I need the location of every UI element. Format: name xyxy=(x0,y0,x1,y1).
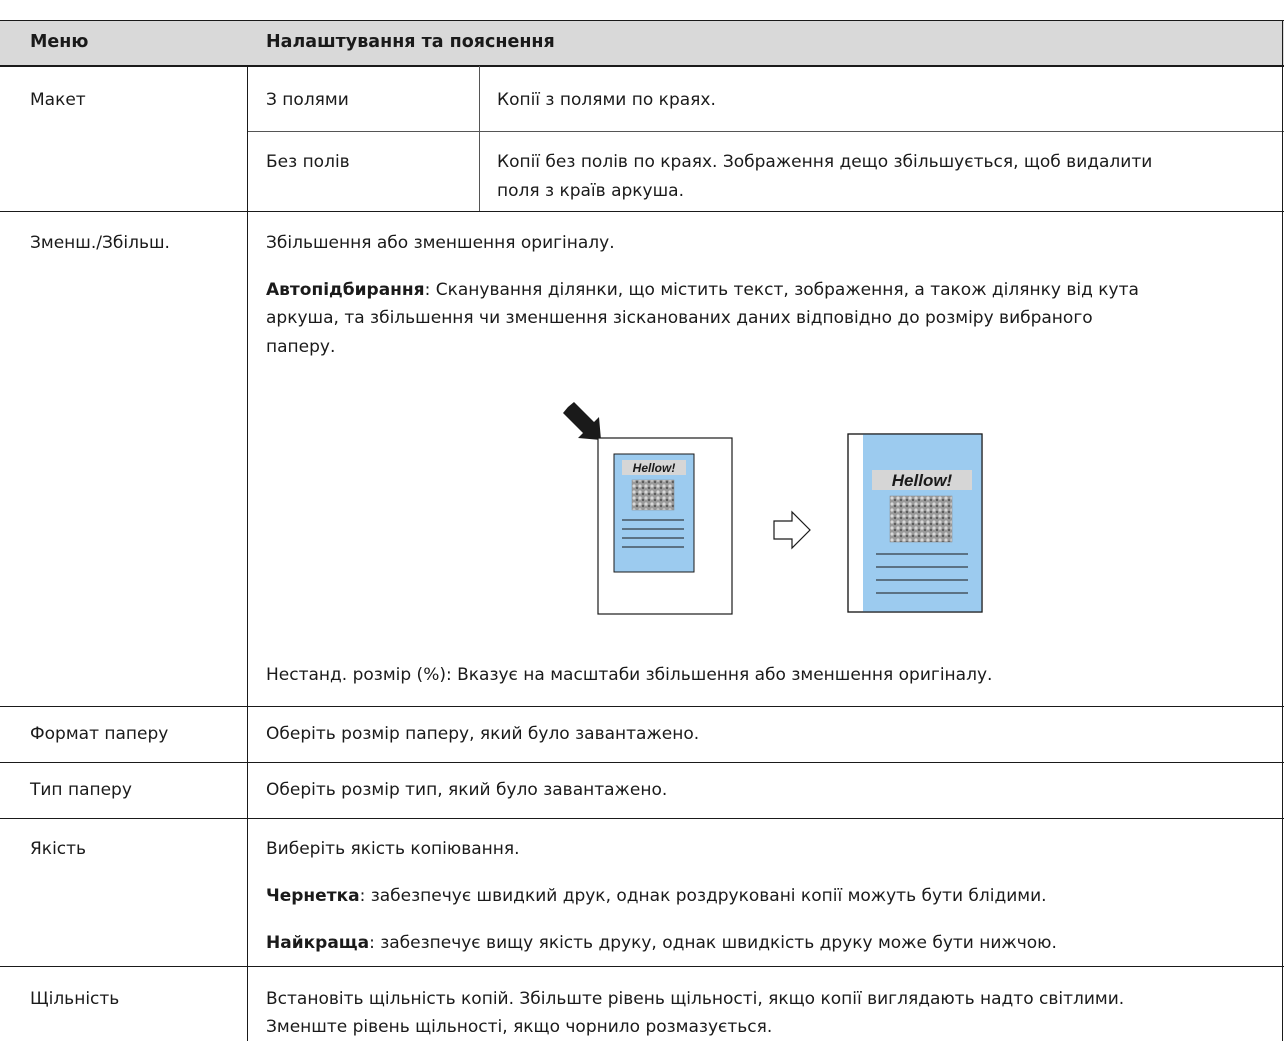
header-menu: Меню xyxy=(30,32,89,52)
row-label-zoom: Зменш./Збільш. xyxy=(30,233,170,253)
quality-draft xyxy=(266,882,1047,911)
quality-best xyxy=(266,929,1057,958)
row-label-quality: Якість xyxy=(30,839,87,859)
layout-option-with-margins: З полями xyxy=(266,90,349,110)
zoom-intro: Збільшення або зменшення оригіналу. xyxy=(266,233,615,253)
row-label-paper-size: Формат паперу xyxy=(30,724,169,744)
layout-option-borderless: Без полів xyxy=(266,152,350,172)
right-arrow-icon xyxy=(774,512,810,548)
quality-best-desc: : забезпечує вищу якість друку, однак швидкість друку може бути нижчою. xyxy=(369,933,1057,953)
zoom-auto-line1 xyxy=(266,276,1139,305)
corner-arrow-icon xyxy=(563,402,601,440)
result-page-icon xyxy=(848,434,982,612)
header-settings: Налаштування та пояснення xyxy=(266,32,555,52)
zoom-auto-term: Автопідбирання xyxy=(266,280,425,300)
zoom-custom: Нестанд. розмір (%): Вказує на масштаби збільшення або зменшення оригіналу. xyxy=(266,665,993,685)
paper-type-desc: Оберіть розмір тип, який було завантажено. xyxy=(266,780,668,800)
density-desc-2: Зменште рівень щільності, якщо чорнило розмазується. xyxy=(266,1017,773,1037)
row-label-layout: Макет xyxy=(30,90,86,110)
auto-fit-illustration xyxy=(560,400,1000,620)
layout-option-borderless-desc-2: поля з країв аркуша. xyxy=(497,181,684,201)
figure-label-large: Hellow! xyxy=(891,471,953,490)
zoom-auto-text: : Сканування ділянки, що містить текст, зображення, а також ділянку від кута xyxy=(424,280,1139,300)
layout-option-with-margins-desc: Копії з полями по краях. xyxy=(497,90,716,110)
paper-size-desc: Оберіть розмір паперу, який було завантажено. xyxy=(266,724,700,744)
zoom-auto-line2: аркуша, та збільшення чи зменшення зісканованих даних відповідно до розміру вибраного xyxy=(266,308,1093,328)
row-label-paper-type: Тип паперу xyxy=(30,780,132,800)
quality-best-term: Найкраща xyxy=(266,933,370,953)
row-label-density: Щільність xyxy=(30,989,120,1009)
figure-label-small: Hellow! xyxy=(632,461,676,475)
zoom-auto-line3: паперу. xyxy=(266,337,336,357)
table-header xyxy=(0,21,1284,65)
layout-option-borderless-desc-1: Копії без полів по краях. Зображення дещо збільшується, щоб видалити xyxy=(497,152,1153,172)
original-page-icon xyxy=(598,438,732,614)
quality-draft-desc: : забезпечує швидкий друк, однак роздруковані копії можуть бути блідими. xyxy=(359,886,1047,906)
quality-draft-term: Чернетка xyxy=(266,886,360,906)
quality-desc: Виберіть якість копіювання. xyxy=(266,839,520,859)
density-desc-1: Встановіть щільність копій. Збільште рівень щільності, якщо копії виглядають надто світлими. xyxy=(266,989,1125,1009)
